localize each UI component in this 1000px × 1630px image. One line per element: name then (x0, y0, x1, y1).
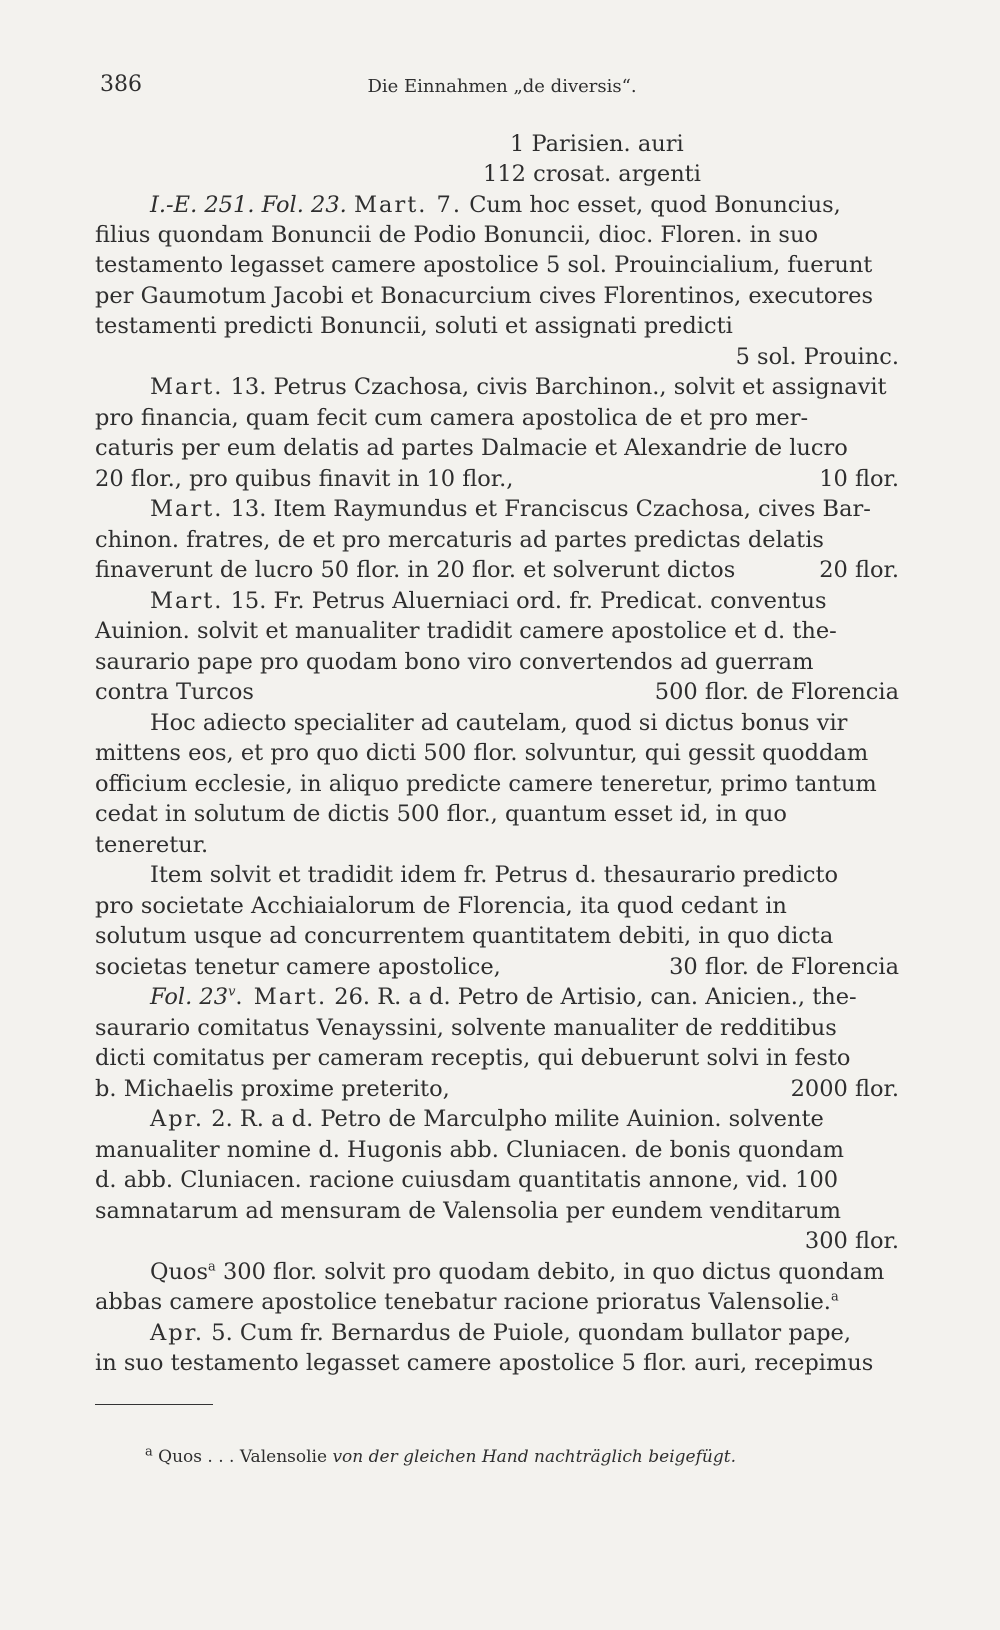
text-line: Item solvit et tradidit idem fr. Petrus d. thesaurario predicto (150, 862, 839, 888)
text-line (95, 220, 899, 250)
amount-line: 300 flor. (804, 1228, 899, 1254)
text-line: pro societate Acchiaialorum de Florencia, ita quod cedant in (95, 893, 787, 919)
text-line (150, 1104, 899, 1134)
text-span: 15. Fr. Petrus Aluerniaci ord. fr. Predicat. conventus (230, 588, 827, 614)
footnote-text: Quos . . . Valensolie (158, 1447, 328, 1467)
text-line: cedat in solutum de dictis 500 flor., quantum esset id, in quo (95, 801, 787, 827)
text-line (150, 982, 899, 1012)
date-label: . Mart. (235, 984, 328, 1010)
date-label: Mart. (150, 496, 224, 522)
text-span: 5. Cum fr. Bernardus de Puiole, quondam bullator pape, (211, 1320, 852, 1346)
date-label: Apr. (150, 1106, 205, 1132)
date-label: Mart. (150, 374, 224, 400)
text-line: per Gaumotum Jacobi et Bonacurcium cives Florentinos, executores (95, 283, 874, 309)
text-line: samnatarum ad mensuram de Valensolia per eundem venditarum (95, 1198, 842, 1224)
footnote-rule (95, 1404, 213, 1405)
text-line (150, 494, 899, 524)
text-line: dicti comitatus per cameram receptis, qui debuerunt solvi in festo (95, 1045, 851, 1071)
text-span: 13. Petrus Czachosa, civis Barchinon., solvit et assignavit (230, 374, 887, 400)
text-line: chinon. fratres, de et pro mercaturis ad partes predictas delatis (95, 527, 824, 553)
footnote-italic-text: von der gleichen Hand nachträglich beigefügt. (332, 1447, 736, 1467)
text-span: b. Michaelis proxime preterito, (95, 1076, 450, 1102)
text-span: Cum hoc esset, quod Bonuncius, (469, 192, 841, 218)
text-line: d. abb. Cluniacen. racione cuiusdam quantitatis annone, vid. 100 (95, 1167, 839, 1193)
text-line: testamenti predicti Bonuncii, soluti et assignati predicti (95, 313, 733, 339)
text-line (95, 464, 899, 494)
footnote (145, 1444, 736, 1467)
text-line: testamento legasset camere apostolice 5 sol. Prouincialium, fuerunt (95, 252, 873, 278)
footnote-marker: a (145, 1444, 153, 1460)
text-line: officium ecclesie, in aliquo predicte camere teneretur, primo tantum (95, 771, 877, 797)
date-label: Mart. 7. (354, 192, 463, 218)
text-line: in suo testamento legasset camere apostolice 5 flor. auri, recepimus (95, 1350, 874, 1376)
text-line (150, 586, 899, 616)
text-span: 2. R. a d. Petro de Marculpho milite Auinion. solvente (211, 1106, 824, 1132)
amount: 10 flor. (819, 466, 899, 492)
text-span: contra Turcos (95, 679, 254, 705)
text-line: saurario comitatus Venayssini, solvente manualiter de redditibus (95, 1015, 837, 1041)
superscript: v (228, 984, 236, 1000)
text-line: saurario pape pro quodam bono viro convertendos ad guerram (95, 649, 814, 675)
text-line (95, 1287, 899, 1317)
page-number: 386 (100, 72, 142, 97)
text-line: teneretur. (95, 832, 209, 858)
text-span: 13. Item Raymundus et Franciscus Czachosa, cives Bar- (230, 496, 871, 522)
page-header (100, 72, 904, 106)
text-line (95, 1074, 899, 1104)
source-reference: Fol. 23 (150, 984, 229, 1010)
text-line: solutum usque ad concurrentem quantitatem debiti, in quo dicta (95, 923, 834, 949)
text-span: 20 flor., pro quibus finavit in 10 flor., (95, 466, 514, 492)
footnote-marker: a (208, 1259, 216, 1275)
text-span: Quos (150, 1259, 209, 1285)
text-line: pro financia, quam fecit cum camera apostolica de et pro mer- (95, 405, 809, 431)
amount: 2000 flor. (790, 1076, 899, 1102)
date-label: Mart. (150, 588, 224, 614)
text-line (95, 677, 899, 707)
text-span: 26. R. a d. Petro de Artisio, can. Anicien., the- (334, 984, 857, 1010)
text-line (150, 1257, 899, 1287)
amount: 20 flor. (819, 557, 899, 583)
text-line (150, 372, 899, 402)
text-line: Hoc adiecto specialiter ad cautelam, quod si dictus bonus vir (150, 710, 848, 736)
amount: 500 flor. de Florencia (654, 679, 899, 705)
text-line (95, 555, 899, 585)
text-line (95, 952, 899, 982)
text-span: finaverunt de lucro 50 flor. in 20 flor. et solverunt dictos (95, 557, 736, 583)
text-line: 112 crosat. argenti (483, 161, 701, 187)
text-line: 1 Parisien. auri (510, 131, 684, 157)
text-span: societas tenetur camere apostolice, (95, 954, 501, 980)
date-label: Apr. (150, 1320, 205, 1346)
text-line: caturis per eum delatis ad partes Dalmacie et Alexandrie de lucro (95, 435, 848, 461)
text-span: abbas camere apostolice tenebatur racione prioratus Valensolie. (95, 1289, 831, 1315)
text-line: mittens eos, et pro quo dicti 500 flor. solvuntur, qui gessit quoddam (95, 740, 869, 766)
text-line: Auinion. solvit et manualiter tradidit camere apostolice et d. the- (95, 618, 837, 644)
text-line (150, 1318, 899, 1348)
amount-line: 5 sol. Prouinc. (735, 344, 899, 370)
amount: 30 flor. de Florencia (669, 954, 899, 980)
text-span: 300 flor. solvit pro quodam debito, in quo dictus quondam (215, 1259, 885, 1285)
footnote-marker: a (830, 1289, 839, 1305)
source-reference: I.-E. 251. Fol. 23. (150, 192, 347, 218)
text-line (150, 190, 899, 220)
running-title: Die Einnahmen „de diversis“. (367, 76, 637, 97)
text-span: filius quondam Bonuncii de Podio Bonuncii, dioc. Floren. in suo (95, 222, 819, 248)
text-line: manualiter nomine d. Hugonis abb. Cluniacen. de bonis quondam (95, 1137, 845, 1163)
